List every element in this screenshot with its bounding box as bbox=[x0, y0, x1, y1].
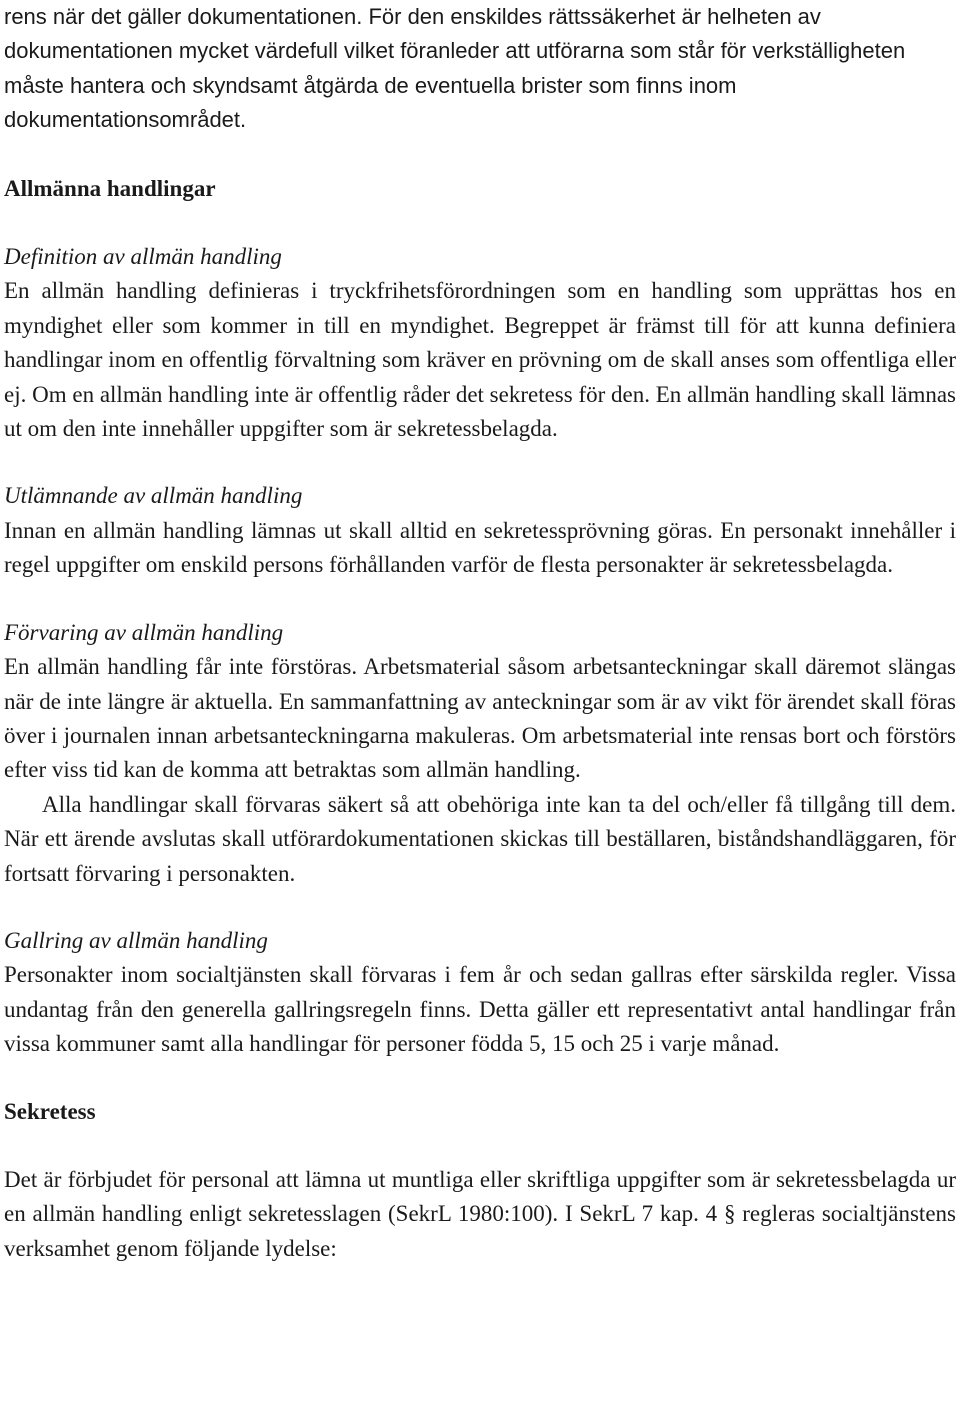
subheading-definition: Definition av allmän handling bbox=[4, 244, 282, 270]
section-heading-allmanna-handlingar: Allmänna handlingar bbox=[4, 175, 216, 201]
paragraph-sekretess: Det är förbjudet för personal att lämna ut muntliga eller skriftliga uppgifter som är sekretessbelagda ur en allmän handling enligt sekretesslagen (SekrL 1980:100). I SekrL 7 kap. 4 § regleras socialtjänstens verksamhet genom följande lydelse: bbox=[4, 1166, 956, 1261]
spacer bbox=[4, 446, 956, 479]
paragraph-gallring: Personakter inom socialtjänsten skall förvaras i fem år och sedan gallras efter särskilda regler. Vissa undantag från den generella gallringsregeln finns. Detta gäller ett representativt antal handlingar från vissa kommuner samt alla handlingar för personer födda 5, 15 och 25 i varje månad. bbox=[4, 962, 956, 1057]
spacer bbox=[4, 583, 956, 616]
paragraph-forvaring-2: Alla handlingar skall förvaras säkert så att obehöriga inte kan ta del och/eller få tillgång till dem. När ett ärende avslutas skall utförardokumentationen skickas till beställaren, biståndshandläggaren, för fortsatt förvaring i personakten. bbox=[4, 791, 956, 886]
spacer bbox=[4, 1129, 956, 1163]
section-heading-sekretess: Sekretess bbox=[4, 1098, 96, 1124]
spacer bbox=[4, 891, 956, 924]
paragraph-utlamnande: Innan en allmän handling lämnas ut skall alltid en sekretessprövning göras. En personakt innehåller i regel uppgifter om enskild persons förhållanden varför de flesta personakter är sekretessbelagda. bbox=[4, 517, 956, 578]
spacer bbox=[4, 138, 956, 172]
paragraph-definition: En allmän handling definieras i tryckfrihetsförordningen som en handling som upprättas hos en myndighet eller som kommer in till en myndighet. Begreppet är främst till för att kunna definiera handlingar inom en offentlig förvaltning som kräver en prövning om de skall anses som offentliga eller ej. Om en allmän handling inte är offentlig råder det sekretess för den. En allmän handling skall lämnas ut om den inte innehåller uppgifter som är sekretessbelagda. bbox=[4, 278, 956, 442]
spacer bbox=[4, 206, 956, 240]
subheading-utlamnande: Utlämnande av allmän handling bbox=[4, 483, 303, 509]
spacer bbox=[4, 1062, 956, 1095]
intro-paragraph: rens när det gäller dokumentationen. För den enskildes rättssäkerhet är helheten av dokumentationen mycket värdefull vilket föranleder att utförarna som står för verkställigheten måste hantera och skyndsamt åtgärda de eventuella brister som finns inom dokumentationsområdet. bbox=[4, 4, 906, 133]
subheading-gallring: Gallring av allmän handling bbox=[4, 927, 268, 953]
subheading-forvaring: Förvaring av allmän handling bbox=[4, 619, 284, 645]
paragraph-forvaring-1: En allmän handling får inte förstöras. Arbetsmaterial såsom arbetsanteckningar skall däremot slängas när de inte längre är aktuella. En sammanfattning av anteckningar som är av vikt för ärendet skall föras över i journalen innan arbetsanteckningarna makuleras. Om arbetsmaterial inte rensas bort och förstörs efter viss tid kan de komma att betraktas som allmän handling. bbox=[4, 654, 956, 783]
